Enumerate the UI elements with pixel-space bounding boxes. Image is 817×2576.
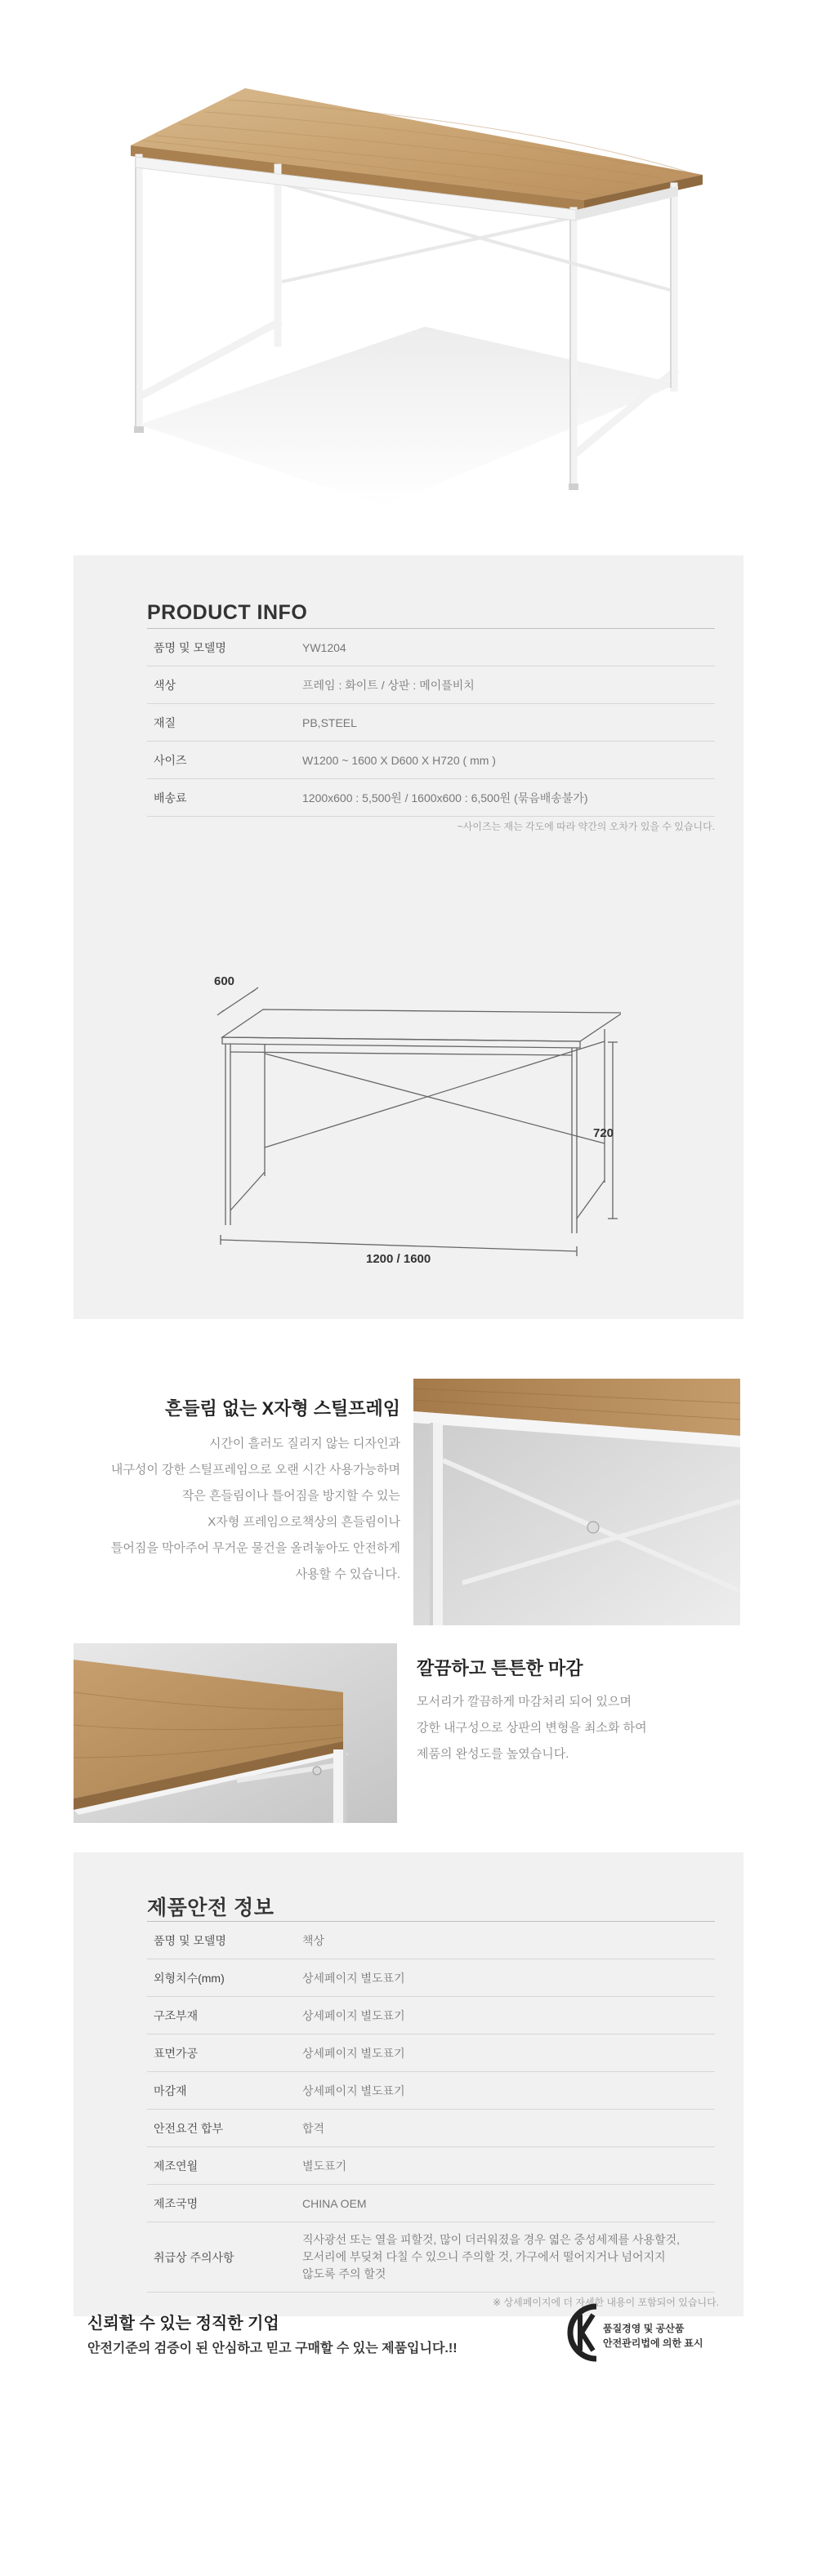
kc-line: 안전관리법에 의한 표시	[603, 2338, 703, 2349]
table-row	[147, 2110, 715, 2147]
size-note: ~사이즈는 재는 각도에 따라 약간의 오차가 있을 수 있습니다.	[457, 821, 715, 832]
spec-label: 취급상 주의사항	[154, 2250, 234, 2264]
kc-line: 품질경영 및 공산품	[603, 2323, 685, 2334]
feature-description	[111, 1431, 400, 1588]
table-row	[147, 779, 715, 817]
product-spec-table	[147, 629, 715, 817]
kc-mark-description	[603, 2321, 703, 2351]
table-row	[147, 2222, 715, 2293]
feature-line: 사용할 수 있습니다.	[295, 1567, 400, 1581]
table-row	[147, 2147, 715, 2185]
feature-line: 강한 내구성으로 상판의 변형을 최소화 하여	[417, 1721, 647, 1735]
spec-value: 1200x600 : 5,500원 / 1600x600 : 6,500원 (묶음배송불가)	[302, 791, 588, 804]
feature-title: 흔들림 없는 X자형 스틸프레임	[164, 1398, 400, 1419]
product-info-panel	[74, 555, 743, 1319]
feature-description	[417, 1689, 647, 1767]
spec-label: 품명 및 모델명	[154, 640, 226, 654]
spec-label: 구조부재	[154, 2008, 199, 2022]
trust-heading: 신뢰할 수 있는 정직한 기업	[87, 2315, 279, 2333]
spec-label: 제조국명	[154, 2196, 199, 2210]
spec-label: 배송료	[154, 791, 187, 804]
feature-line: 작은 흔들림이나 틀어짐을 방지할 수 있는	[181, 1489, 400, 1503]
height-label: 720	[593, 1126, 614, 1140]
table-row	[147, 2035, 715, 2072]
table-row	[147, 1922, 715, 1959]
width-label: 1200 / 1600	[366, 1252, 431, 1266]
spec-value: 상세페이지 별도표기	[302, 1971, 405, 1985]
table-row	[147, 2185, 715, 2222]
kc-certification-icon	[564, 2300, 603, 2365]
feature-line: 제품의 완성도를 높였습니다.	[417, 1747, 569, 1761]
spec-label: 제조연월	[154, 2159, 199, 2173]
care-line: 모서리에 부딪쳐 다칠 수 있으니 주의할 것, 가구에서 떨어지거나 넘어지지	[302, 2250, 666, 2263]
spec-value: 상세페이지 별도표기	[302, 2084, 405, 2097]
feature-line: 시간이 흘러도 질리지 않는 디자인과	[208, 1437, 400, 1451]
product-info-title: PRODUCT INFO	[147, 601, 308, 624]
safety-spec-table	[147, 1922, 715, 2293]
desk-illustration	[0, 0, 817, 539]
spec-label: 품명 및 모델명	[154, 1933, 226, 1947]
spec-label: 사이즈	[154, 753, 187, 767]
spec-value: 별도표기	[302, 2159, 347, 2173]
spec-label: 색상	[154, 678, 176, 692]
spec-value: 상세페이지 별도표기	[302, 2008, 405, 2022]
table-row	[147, 666, 715, 704]
hero-product-image	[0, 0, 817, 539]
table-row	[147, 1959, 715, 1997]
safety-info-panel	[74, 1852, 743, 2316]
care-instructions	[302, 2222, 715, 2292]
care-line: 직사광선 또는 열을 피할것, 많이 더러워졌을 경우 엷은 중성세제를 사용할것,	[302, 2233, 681, 2246]
table-row	[147, 1997, 715, 2035]
spec-label: 안전요건 합부	[154, 2121, 224, 2135]
spec-value: YW1204	[302, 640, 346, 654]
spec-value: PB,STEEL	[302, 715, 357, 729]
feature-line: 내구성이 강한 스틸프레임으로 오랜 시간 사용가능하며	[110, 1463, 400, 1477]
depth-label: 600	[214, 974, 235, 988]
table-row	[147, 629, 715, 666]
table-row	[147, 704, 715, 742]
table-row	[147, 2072, 715, 2110]
trust-subheading: 안전기준의 검증이 된 안심하고 믿고 구매할 수 있는 제품입니다.!!	[87, 2342, 458, 2355]
spec-label: 표면가공	[154, 2046, 199, 2060]
table-row	[147, 742, 715, 779]
feature-line: 틀어짐을 막아주어 무거운 물건을 올려놓아도 안전하게	[110, 1541, 400, 1555]
spec-value: 상세페이지 별도표기	[302, 2046, 405, 2060]
safety-info-title: 제품안전 정보	[147, 1896, 275, 1919]
feature-line: X자형 프레임으로책상의 흔들림이나	[208, 1515, 400, 1529]
feature-line: 모서리가 깔끔하게 마감처리 되어 있으며	[417, 1695, 632, 1709]
spec-value: CHINA OEM	[302, 2196, 367, 2210]
spec-label: 재질	[154, 715, 176, 729]
spec-value: W1200 ~ 1600 X D600 X H720 ( mm )	[302, 753, 496, 767]
feature-title: 깔끔하고 튼튼한 마감	[417, 1658, 583, 1678]
detail-note: ※ 상세페이지에 더 자세한 내용이 포함되어 있습니다.	[493, 2297, 719, 2308]
care-line: 않도록 주의 할것	[302, 2267, 386, 2280]
spec-label: 마감재	[154, 2084, 187, 2097]
spec-label: 외형치수(mm)	[154, 1971, 225, 1985]
spec-value: 합격	[302, 2121, 325, 2135]
spec-value: 책상	[302, 1933, 325, 1947]
x-frame-detail-photo	[413, 1379, 740, 1625]
dimension-drawing	[196, 898, 621, 1266]
corner-finish-detail-photo	[74, 1643, 397, 1823]
spec-value: 프레임 : 화이트 / 상판 : 메이플비치	[302, 678, 475, 692]
